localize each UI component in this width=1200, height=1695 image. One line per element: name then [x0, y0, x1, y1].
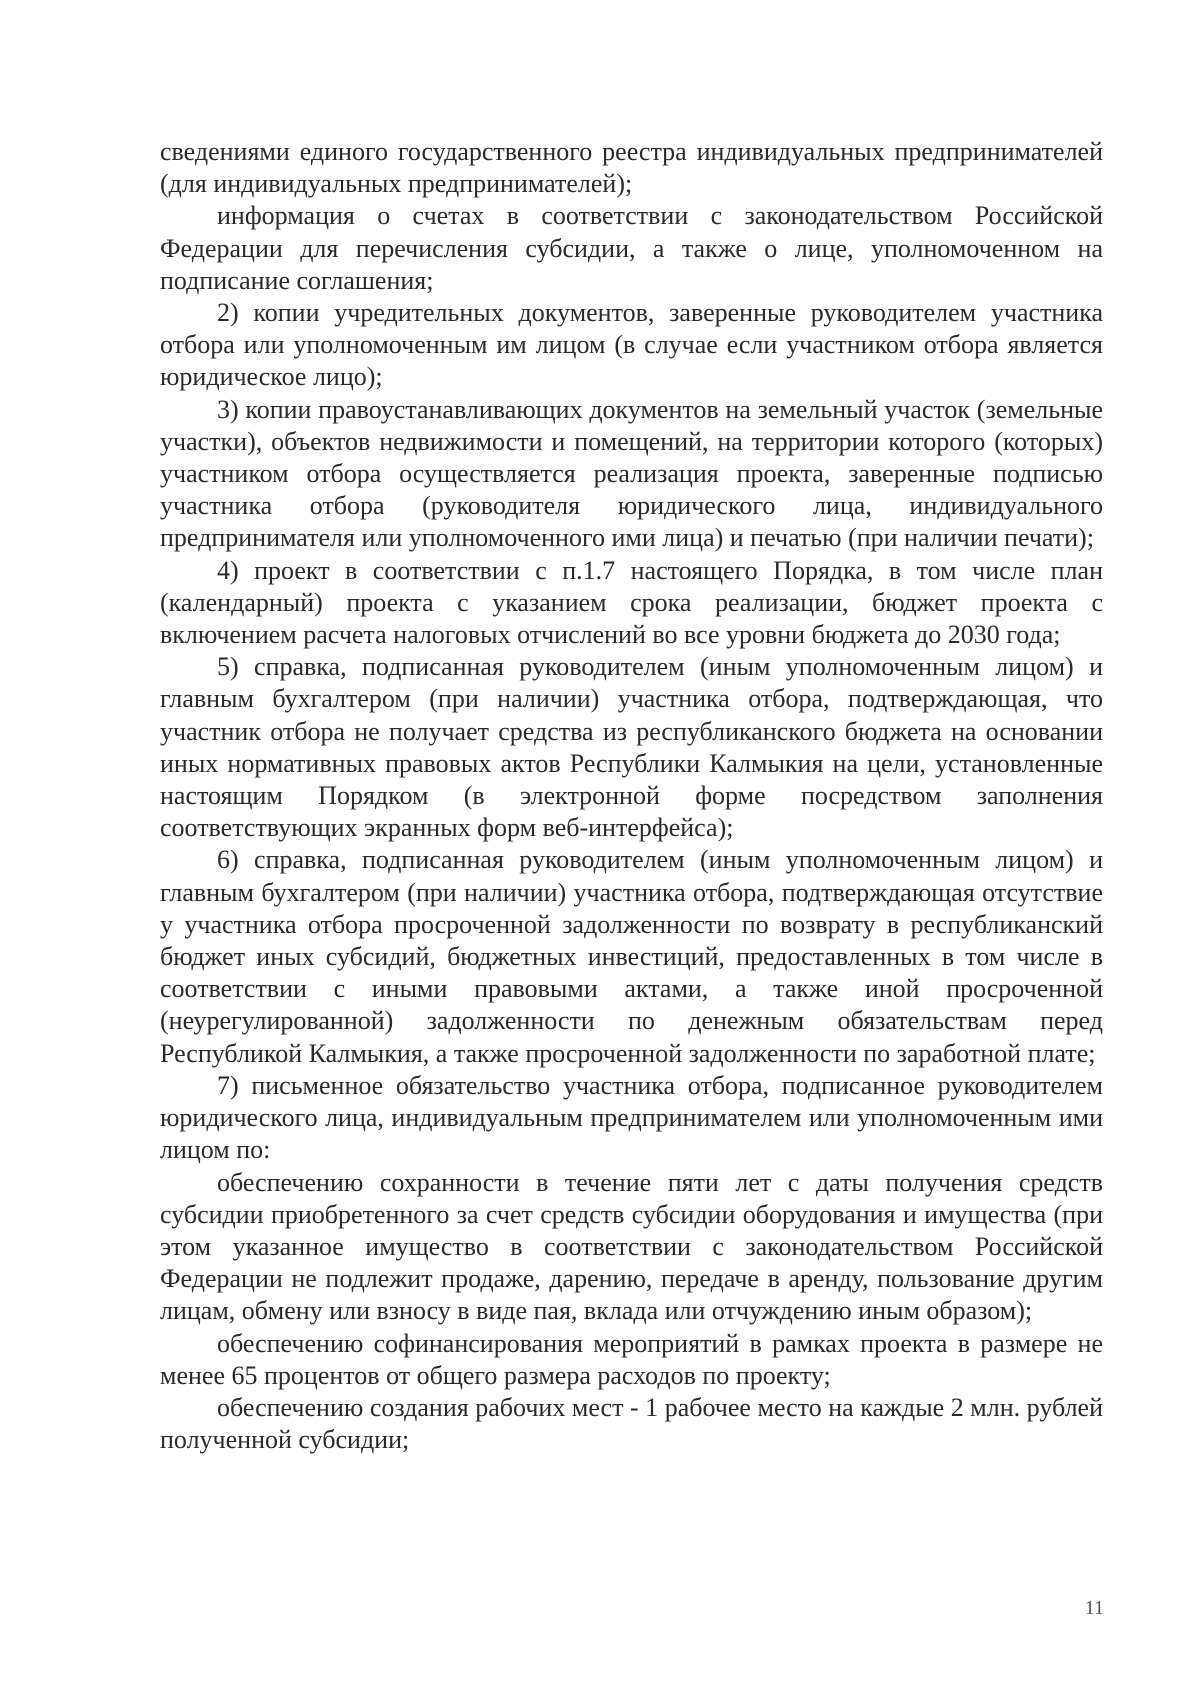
paragraph-item-3: 3) копии правоустанавливающих документов на земельный участок (земельные участки), объектов недвижимости и помещений, на территории которого (которых) участником отбора осуществляется реализация проекта, заверенные подписью участника отбора (руководителя юридического лица, индивидуального предпринимателя или уполномоченного ими лица) и печатью (при наличии печати);: [160, 394, 1103, 553]
paragraph-obligation-cofinancing: обеспечению софинансирования мероприятий в рамках проекта в размере не менее 65 процентов от общего размера расходов по проекту;: [160, 1328, 1103, 1390]
paragraph-egrip-info: сведениями единого государственного реестра индивидуальных предпринимателей (для индивидуальных предпринимателей);: [160, 137, 1103, 199]
paragraph-item-7: 7) письменное обязательство участника отбора, подписанное руководителем юридического лица, индивидуальным предпринимателем или уполномоченным ими лицом по:: [160, 1070, 1103, 1165]
paragraph-item-6: 6) справка, подписанная руководителем (иным уполномоченным лицом) и главным бухгалтером (при наличии) участника отбора, подтверждающая отсутствие у участника отбора просроченной задолженности по возврату в республиканский бюджет иных субсидий, бюджетных инвестиций, предоставленных в том числе в соответствии с иными правовыми актами, а также иной просроченной (неурегулированной) задолженности по денежным обязательствам перед Республикой Калмыкия, а также просроченной задолженности по заработной плате;: [160, 845, 1103, 1068]
paragraph-bank-accounts: информация о счетах в соответствии с законодательством Российской Федерации для перечисления субсидии, а также о лице, уполномоченном на подписание соглашения;: [160, 201, 1103, 295]
paragraph-item-4: 4) проект в соответствии с п.1.7 настоящего Порядка, в том числе план (календарный) проекта с указанием срока реализации, бюджет проекта с включением расчета налоговых отчислений во все уровни бюджета до 2030 года;: [160, 555, 1103, 650]
paragraph-obligation-preservation: обеспечению сохранности в течение пяти лет с даты получения средств субсидии приобретенного за счет средств субсидии оборудования и имущества (при этом указанное имущество в соответствии с законодательством Российской Федерации не подлежит продаже, дарению, передаче в аренду, пользование другим лицам, обмену или взносу в виде пая, вклада или отчуждению иным образом);: [160, 1167, 1103, 1326]
paragraph-item-2: 2) копии учредительных документов, заверенные руководителем участника отбора или уполномоченным им лицом (в случае если участником отбора является юридическое лицо);: [160, 298, 1103, 392]
paragraph-obligation-jobs: обеспечению создания рабочих мест - 1 рабочее место на каждые 2 млн. рублей полученной субсидии;: [160, 1392, 1103, 1455]
paragraph-item-5: 5) справка, подписанная руководителем (иным уполномоченным лицом) и главным бухгалтером (при наличии) участника отбора, подтверждающая, что участник отбора не получает средства из республиканского бюджета на основании иных нормативных правовых актов Республики Калмыкия на цели, установленные настоящим Порядком (в электронной форме посредством заполнения соответствующих экранных форм веб-интерфейса);: [160, 652, 1103, 843]
document-body: [160, 136, 1103, 1456]
page-number: 11: [1084, 1597, 1104, 1619]
